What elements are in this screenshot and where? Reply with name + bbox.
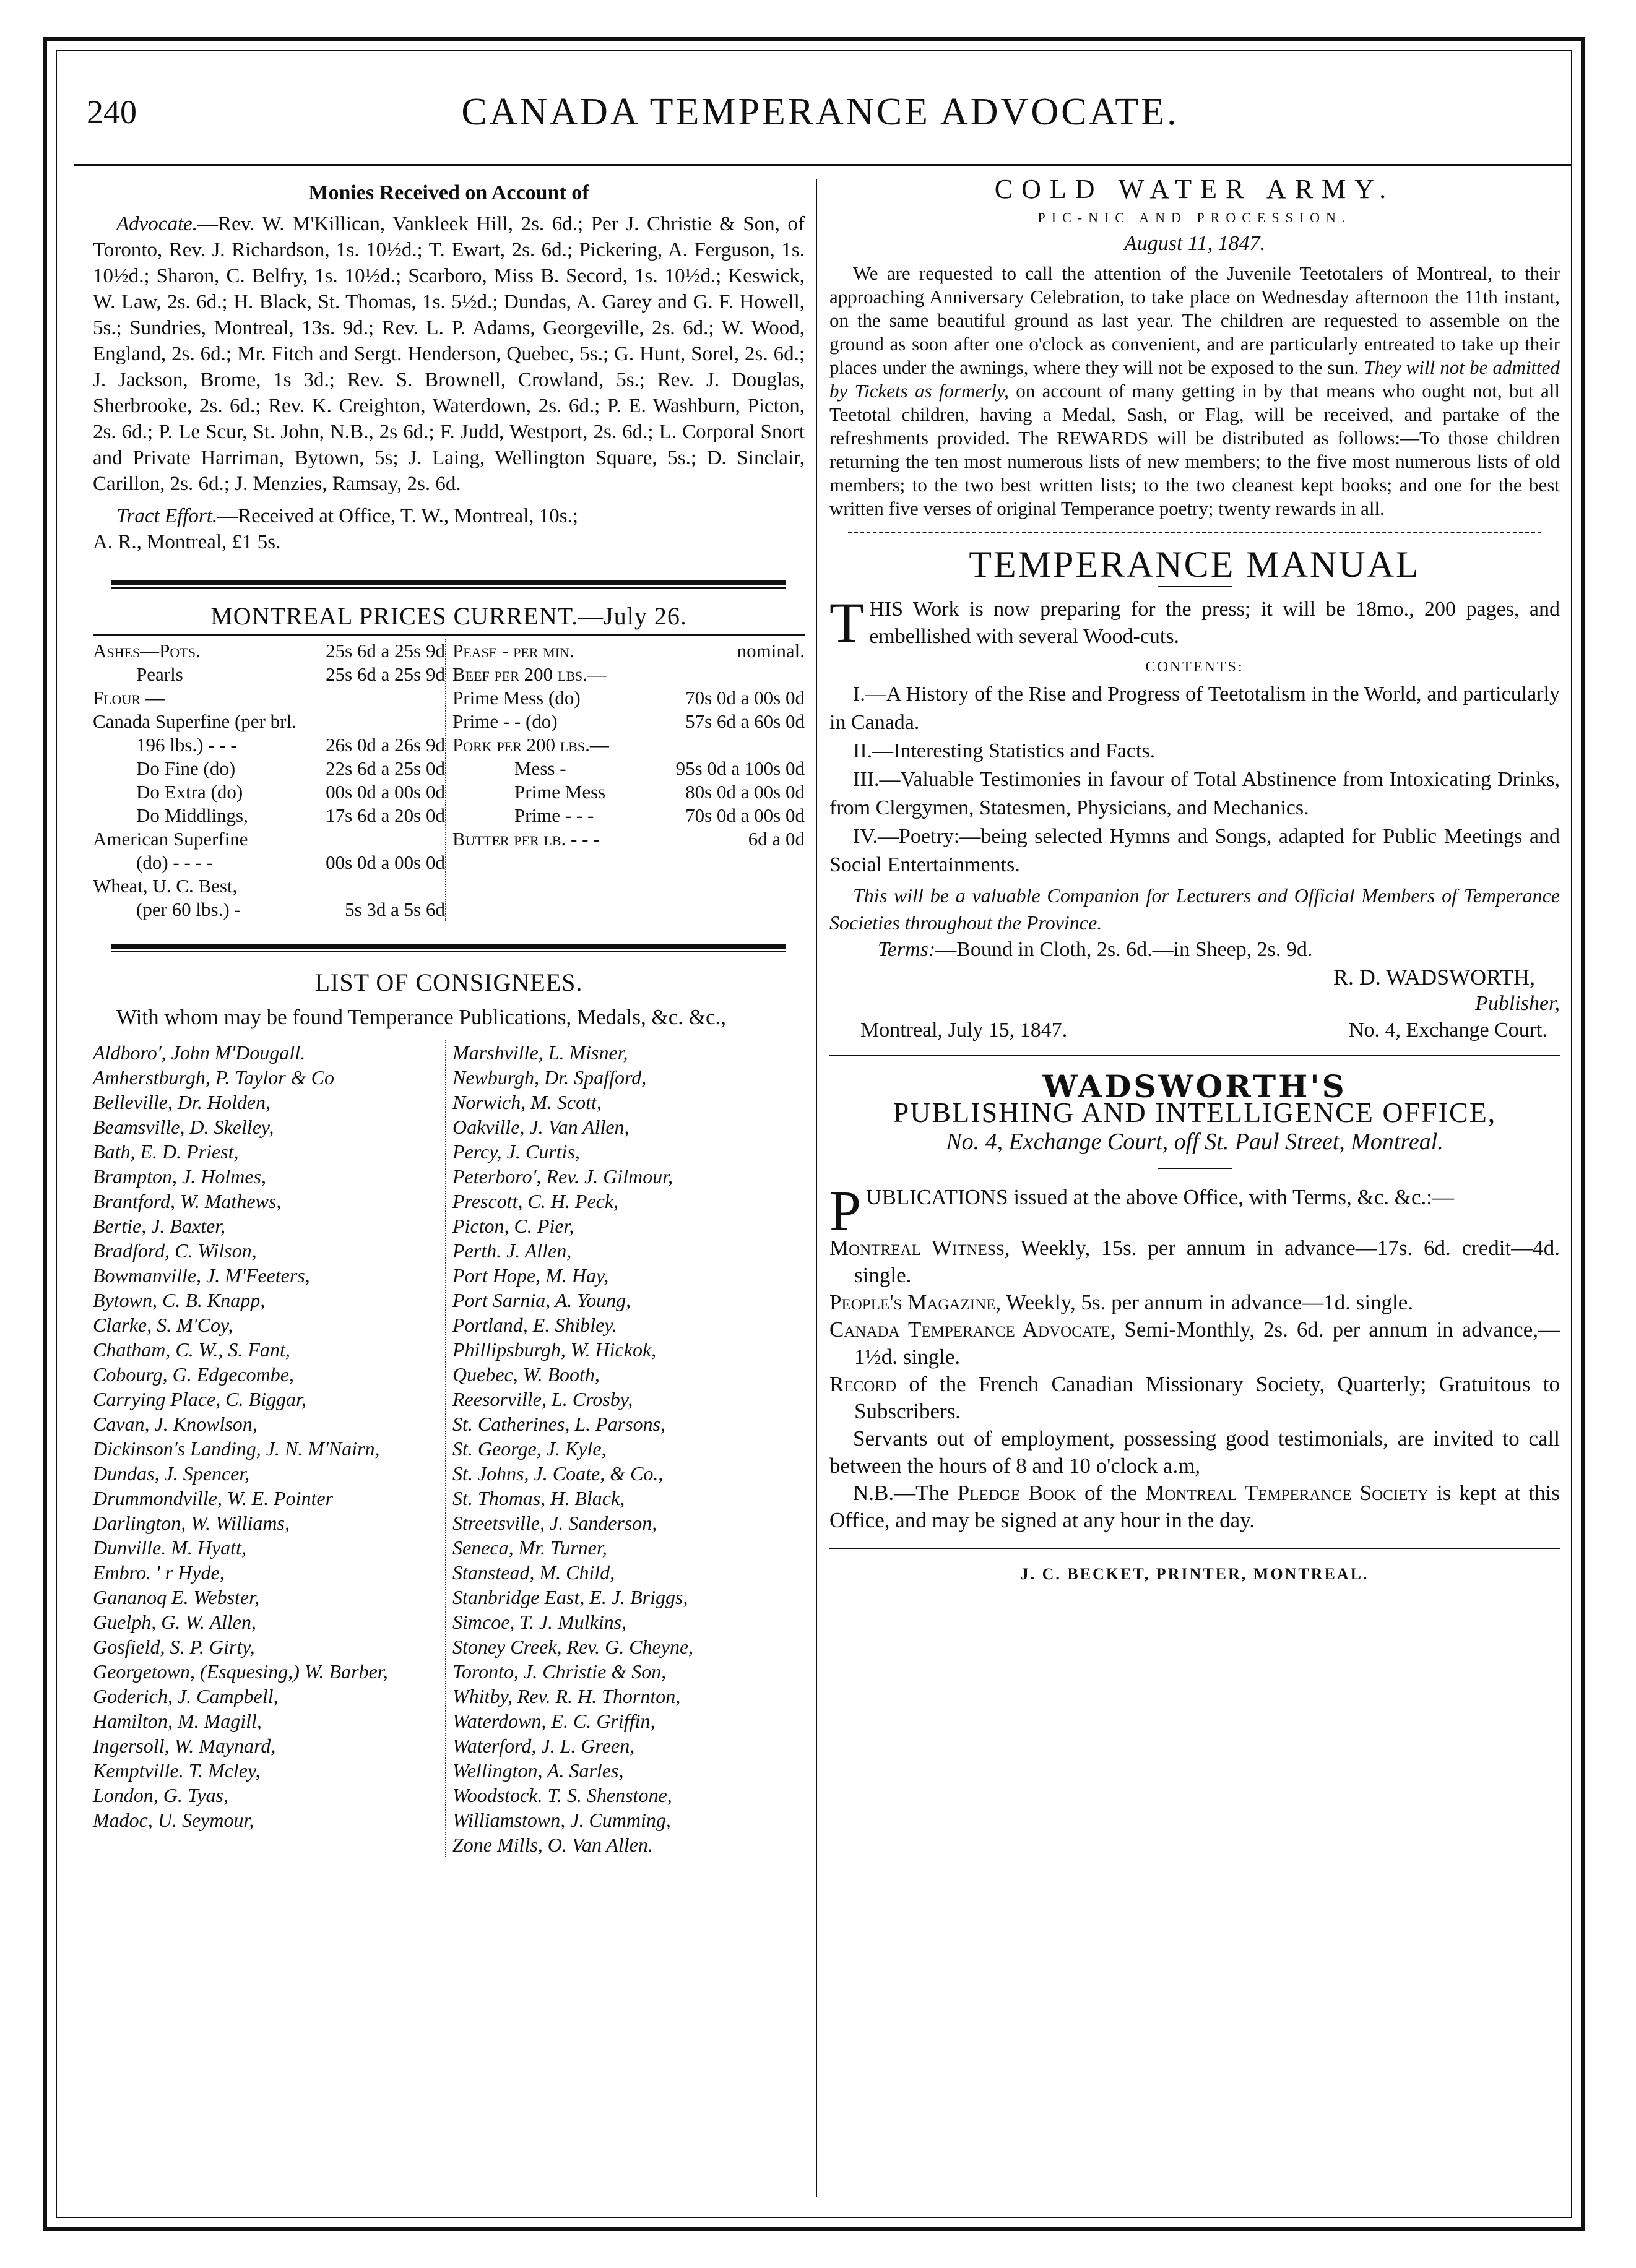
- tract-text-2: A. R., Montreal, £1 5s.: [93, 531, 281, 553]
- price-row: [452, 663, 805, 686]
- cold-water-text-b: on account of many getting in by that means who ought not, but all Teetotal children, having a Medal, Sash, or Flag, will be received, and partake of the refreshments provided. The REWARDS will be distributed as follows:—To those children returning the ten most numerous lists of new members; to the five most numerous lists of old members; to the two best written lists; to the two cleanest kept books; and one for the best written five verses of original Temperance poetry; twenty rewards in all.: [829, 380, 1560, 519]
- consignee-item: Seneca, Mr. Turner,: [452, 1537, 607, 1559]
- price-value: 70s 0d a 00s 0d: [685, 804, 805, 826]
- price-label: Do Fine (do): [136, 757, 236, 779]
- consignees-right-column: [445, 1040, 805, 1857]
- price-value: 00s 0d a 00s 0d: [326, 781, 445, 803]
- nb-pledge: Pledge Book: [957, 1481, 1076, 1505]
- price-row: [93, 898, 445, 921]
- price-label: Flour —: [93, 687, 165, 709]
- price-row: [93, 780, 445, 804]
- wadsworth-nb: [829, 1480, 1560, 1534]
- prices-left-column: [93, 639, 445, 921]
- consignee-item: Waterdown, E. C. Griffin,: [452, 1710, 656, 1732]
- consignee-item: Quebec, W. Booth,: [452, 1363, 600, 1386]
- consignee-item: St. George, J. Kyle,: [452, 1438, 607, 1460]
- price-value: 25s 6d a 25s 9d: [326, 663, 445, 685]
- publication-terms: Weekly, 15s. per annum in advance—17s. 6d. credit—4d. single.: [854, 1236, 1560, 1287]
- consignees-title: LIST OF CONSIGNEES.: [314, 968, 583, 996]
- consignee-item: Picton, C. Pier,: [452, 1215, 574, 1237]
- left-column: [93, 176, 805, 1857]
- wadsworth-dropcap: P: [829, 1179, 862, 1242]
- monies-title: Monies Received on Account of: [308, 181, 589, 204]
- tract-text: —Received at Office, T. W., Montreal, 10s.;: [217, 505, 579, 527]
- consignee-item: Percy, J. Curtis,: [452, 1140, 580, 1163]
- consignee-item: Newburgh, Dr. Spafford,: [452, 1066, 647, 1089]
- section-rule: [829, 1548, 1560, 1549]
- price-row: [452, 804, 805, 827]
- consignee-item: Darlington, W. Williams,: [93, 1512, 290, 1534]
- price-value: 80s 0d a 00s 0d: [685, 781, 805, 803]
- manual-terms-text: —Bound in Cloth, 2s. 6d.—in Sheep, 2s. 9d.: [935, 938, 1313, 961]
- consignee-item: Hamilton, M. Magill,: [93, 1710, 262, 1732]
- price-row: [93, 639, 445, 663]
- publication-terms: Semi-Monthly, 2s. 6d. per annum in advance,—1½d. single.: [854, 1317, 1560, 1369]
- price-row: [452, 733, 805, 757]
- column-divider: [816, 179, 817, 2197]
- price-row: [452, 639, 805, 663]
- manual-title: TEMPERANCE MANUAL: [969, 544, 1421, 585]
- wadsworth-servants: Servants out of employment, possessing good testimonials, are invited to call between the hours of 8 and 10 o'clock a.m,: [829, 1426, 1560, 1478]
- manual-contents-item: II.—Interesting Statistics and Facts.: [853, 739, 1156, 762]
- price-row: [93, 686, 445, 710]
- price-row: [452, 710, 805, 733]
- price-value: 57s 6d a 60s 0d: [685, 710, 805, 732]
- consignee-item: Port Sarnia, A. Young,: [452, 1289, 631, 1311]
- publication-terms: of the French Canadian Missionary Society, Quarterly; Gratuitous to Subscribers.: [854, 1372, 1560, 1423]
- price-value: 17s 6d a 20s 0d: [326, 804, 445, 826]
- consignee-item: Cobourg, G. Edgecombe,: [93, 1363, 294, 1386]
- cold-water-section: [829, 176, 1560, 520]
- consignee-item: Perth. J. Allen,: [452, 1240, 572, 1262]
- consignee-item: Chatham, C. W., S. Fant,: [93, 1339, 290, 1361]
- prices-rule: [93, 634, 805, 636]
- price-value: 00s 0d a 00s 0d: [326, 852, 445, 873]
- consignee-item: Dundas, J. Spencer,: [93, 1462, 250, 1485]
- publication-item: [829, 1371, 1560, 1425]
- price-label: Do Middlings,: [136, 804, 248, 826]
- wadsworth-section: [829, 1068, 1560, 1534]
- wadsworth-intro-text: UBLICATIONS issued at the above Office, with Terms, &c. &c.:—: [866, 1185, 1455, 1209]
- manual-place-date: Montreal, July 15, 1847.: [860, 1019, 1068, 1041]
- wadsworth-rule: [1158, 1168, 1232, 1169]
- price-row: [93, 733, 445, 757]
- nb-a: N.B.—The: [853, 1481, 950, 1505]
- price-value: 95s 0d a 100s 0d: [675, 757, 805, 779]
- consignee-item: Streetsville, J. Sanderson,: [452, 1512, 657, 1534]
- consignee-item: Oakville, J. Van Allen,: [452, 1116, 630, 1138]
- consignee-item: Bradford, C. Wilson,: [93, 1240, 257, 1262]
- consignees-list: [93, 1040, 805, 1857]
- consignee-item: Stanbridge East, E. J. Briggs,: [452, 1586, 688, 1608]
- consignee-item: Ingersoll, W. Maynard,: [93, 1735, 276, 1757]
- consignee-item: Gananoq E. Webster,: [93, 1586, 260, 1608]
- price-label: Pease - per min.: [452, 640, 574, 662]
- publications-list: [829, 1235, 1560, 1425]
- price-value: 70s 0d a 00s 0d: [685, 687, 805, 709]
- price-value: 25s 6d a 25s 9d: [326, 640, 445, 662]
- manual-section: [829, 544, 1560, 1044]
- publication-item: [829, 1235, 1560, 1289]
- consignee-item: Beamsville, D. Skelley,: [93, 1116, 274, 1138]
- consignees-section: [93, 970, 805, 1857]
- consignee-item: Madoc, U. Seymour,: [93, 1809, 254, 1831]
- section-rule: [111, 944, 786, 952]
- manual-publisher-name: R. D. WADSWORTH,: [1333, 965, 1535, 990]
- consignee-item: Kemptville. T. Mcley,: [93, 1759, 261, 1782]
- consignee-item: Peterboro', Rev. J. Gilmour,: [452, 1165, 673, 1188]
- nb-c: is kept at this Office, and may be signed at any hour in the day.: [829, 1481, 1560, 1532]
- manual-contents-item: I.—A History of the Rise and Progress of Teetotalism in the World, and particularly in Canada.: [829, 683, 1560, 734]
- price-label: 196 lbs.) - - -: [136, 734, 237, 756]
- consignee-item: Zone Mills, O. Van Allen.: [452, 1834, 653, 1856]
- monies-section: [93, 180, 805, 555]
- price-label: (per 60 lbs.) -: [136, 899, 241, 920]
- consignee-item: Stanstead, M. Child,: [452, 1561, 615, 1584]
- price-row: [93, 874, 445, 898]
- consignee-item: St. Thomas, H. Black,: [452, 1487, 625, 1509]
- publication-name: Record: [829, 1372, 897, 1396]
- cold-water-subtitle: PIC-NIC AND PROCESSION.: [1037, 210, 1352, 225]
- price-label: Ashes—Pots.: [93, 640, 201, 662]
- consignee-item: Georgetown, (Esquesing,) W. Barber,: [93, 1660, 388, 1683]
- consignees-intro: With whom may be found Temperance Publications, Medals, &c. &c.,: [116, 1005, 726, 1029]
- price-row: [452, 757, 805, 780]
- manual-contents-list: [829, 680, 1560, 879]
- price-value: nominal.: [737, 640, 805, 662]
- price-value: 22s 6d a 25s 0d: [326, 757, 445, 779]
- price-row: [93, 827, 445, 851]
- price-label: Mess -: [514, 757, 566, 779]
- consignee-item: Reesorville, L. Crosby,: [452, 1388, 633, 1410]
- publication-terms: Weekly, 5s. per annum in advance—1d. single.: [1006, 1290, 1414, 1314]
- consignee-item: Portland, E. Shibley.: [452, 1314, 617, 1336]
- nb-b: of the: [1084, 1481, 1138, 1505]
- price-value: 5s 3d a 5s 6d: [345, 899, 445, 920]
- consignee-item: Toronto, J. Christie & Son,: [452, 1660, 667, 1683]
- consignee-item: Waterford, J. L. Green,: [452, 1735, 635, 1757]
- price-row: [452, 780, 805, 804]
- prices-title: MONTREAL PRICES CURRENT.—July 26.: [210, 602, 687, 630]
- price-row: [452, 827, 805, 851]
- consignee-item: Williamstown, J. Cumming,: [452, 1809, 671, 1831]
- header-rule: [74, 164, 1572, 166]
- consignee-item: Port Hope, M. Hay,: [452, 1264, 609, 1287]
- consignee-item: Norwich, M. Scott,: [452, 1091, 602, 1113]
- consignee-item: Bowmanville, J. M'Feeters,: [93, 1264, 310, 1287]
- manual-intro-text: HIS Work is now preparing for the press; it will be 18mo., 200 pages, and embellished with several Wood-cuts.: [869, 598, 1560, 648]
- consignee-item: Wellington, A. Sarles,: [452, 1759, 624, 1782]
- price-label: Prime Mess (do): [452, 687, 581, 709]
- wadsworth-address: No. 4, Exchange Court, off St. Paul Street, Montreal.: [946, 1129, 1443, 1155]
- consignee-item: Phillipsburgh, W. Hickok,: [452, 1339, 657, 1361]
- consignee-item: Gosfield, S. P. Girty,: [93, 1636, 255, 1658]
- manual-contents-label: CONTENTS:: [1145, 659, 1244, 675]
- consignee-item: Bytown, C. B. Knapp,: [93, 1289, 266, 1311]
- consignee-item: Bath, E. D. Priest,: [93, 1140, 239, 1163]
- price-label: Canada Superfine (per brl.: [93, 710, 296, 732]
- consignee-item: Bertie, J. Baxter,: [93, 1215, 226, 1237]
- manual-contents-item: IV.—Poetry:—being selected Hymns and Songs, adapted for Public Meetings and Social Entertainments.: [829, 825, 1560, 876]
- consignee-item: Marshville, L. Misner,: [452, 1041, 628, 1064]
- price-label: Prime - - (do): [452, 710, 558, 732]
- price-label: Butter per lb. - - -: [452, 828, 600, 850]
- price-label: (do) - - - -: [136, 852, 213, 873]
- consignee-item: Stoney Creek, Rev. G. Cheyne,: [452, 1636, 694, 1658]
- price-row: [452, 686, 805, 710]
- consignee-item: Dunville. M. Hyatt,: [93, 1537, 246, 1559]
- publication-item: [829, 1316, 1560, 1371]
- manual-terms: [829, 936, 1560, 964]
- manual-intro: [829, 591, 1560, 654]
- cold-water-text-a: We are requested to call the attention of the Juvenile Teetotalers of Montreal, to their approaching Anniversary Celebration, to take place on Wednesday afternoon the 11th instant, on the same beautiful ground as last year. The children are requested to assemble on the ground as soon after one o'clock as convenient, and are particularly entreated to take up their places under the awnings, where they will not be exposed to the sun.: [829, 262, 1560, 378]
- consignee-item: St. Catherines, L. Parsons,: [452, 1413, 666, 1435]
- publication-item: [829, 1289, 1560, 1316]
- advocate-text: —Rev. W. M'Killican, Vankleek Hill, 2s. 6d.; Per J. Christie & Son, of Toronto, Rev. J. Richardson, 1s. 10½d.; T. Ewart, 2s. 6d.; Pickering, A. Ferguson, 1s. 10½d.; Sharon, C. Belfry, 1s. 10½d.; Scarboro, Miss B. Secord, 1s. 10½d.; Keswick, W. Law, 2s. 6d.; H. Black, St. Thomas, 1s. 5½d.; Dundas, A. Garey and G. F. Howell, 5s.; Sundries, Montreal, 13s. 9d.; Rev. L. P. Adams, Georgeville, 2s. 6d.; W. Wood, England, 2s. 6d.; Mr. Fitch and Sergt. Henderson, Quebec, 5s.; G. Hunt, Sorel, 2s. 6d.; J. Jackson, Brome, 1s 3d.; Rev. S. Brownell, Crowland, 5s.; Rev. J. Douglas, Sherbrooke, 2s. 6d.; Rev. K. Creighton, Waterdown, 2s. 6d.; P. E. Washburn, Picton, 2s. 6d.; P. Le Scur, St. John, N.B., 2s 6d.; F. Judd, Westport, 2s. 6d.; L. Corporal Snort and Private Harriman, Bytown, 5s; J. Laing, Wellington Square, 5s.; D. Sinclair, Carillon, 2s. 6d.; J. Menzies, Ramsay, 2s. 6d.: [93, 213, 805, 495]
- consignee-item: Whitby, Rev. R. H. Thornton,: [452, 1685, 681, 1707]
- tract-label: Tract Effort.: [116, 505, 218, 527]
- wadsworth-subtitle: PUBLISHING AND INTELLIGENCE OFFICE,: [893, 1097, 1497, 1128]
- cold-water-text: [829, 262, 1560, 520]
- manual-note: This will be a valuable Companion for Lecturers and Official Members of Temperance Societies throughout the Province.: [829, 884, 1560, 934]
- price-value: 26s 0d a 26s 9d: [326, 734, 445, 756]
- section-rule: [829, 1055, 1560, 1056]
- advocate-label: Advocate.: [116, 213, 198, 235]
- page-header: [74, 80, 1566, 161]
- consignee-item: Guelph, G. W. Allen,: [93, 1611, 256, 1633]
- consignee-item: Drummondville, W. E. Pointer: [93, 1487, 334, 1509]
- printer-imprint: J. C. BECKET, PRINTER, MONTREAL.: [1020, 1565, 1369, 1583]
- prices-section: [93, 603, 805, 921]
- publication-name: People's Magazine,: [829, 1290, 1002, 1314]
- section-rule: [111, 580, 786, 589]
- price-row: [93, 710, 445, 733]
- consignee-item: Simcoe, T. J. Mulkins,: [452, 1611, 627, 1633]
- manual-dropcap: T: [829, 591, 865, 654]
- price-row: [93, 663, 445, 686]
- price-label: Wheat, U. C. Best,: [93, 875, 238, 897]
- consignee-item: Amherstburgh, P. Taylor & Co: [93, 1066, 334, 1089]
- publication-name: Canada Temperance Advocate,: [829, 1317, 1116, 1342]
- manual-footer: [829, 1017, 1560, 1044]
- cold-water-date: August 11, 1847.: [1124, 232, 1265, 255]
- consignee-item: Cavan, J. Knowlson,: [93, 1413, 258, 1435]
- page-number: 240: [87, 93, 137, 131]
- consignee-item: Brantford, W. Mathews,: [93, 1190, 282, 1212]
- price-label: Beef per 200 lbs.—: [452, 663, 607, 685]
- price-label: Pork per 200 lbs.—: [452, 734, 609, 756]
- consignee-item: Embro. ' r Hyde,: [93, 1561, 225, 1584]
- manual-address: No. 4, Exchange Court.: [1348, 1019, 1547, 1041]
- manual-terms-label: Terms:: [878, 938, 936, 961]
- price-label: Pearls: [136, 663, 183, 685]
- cold-water-title: COLD WATER ARMY.: [994, 174, 1395, 204]
- consignee-item: Goderich, J. Campbell,: [93, 1685, 279, 1707]
- journal-title: CANADA TEMPERANCE ADVOCATE.: [461, 91, 1179, 133]
- prices-right-column: [445, 639, 805, 921]
- consignee-item: Prescott, C. H. Peck,: [452, 1190, 619, 1212]
- consignee-item: Clarke, S. M'Coy,: [93, 1314, 233, 1336]
- price-row: [93, 851, 445, 874]
- price-label: American Superfine: [93, 828, 248, 850]
- wadsworth-title: WADSWORTH'S: [1042, 1068, 1347, 1105]
- consignees-left-column: [93, 1040, 445, 1857]
- consignee-item: St. Johns, J. Coate, & Co.,: [452, 1462, 664, 1485]
- price-label: Do Extra (do): [136, 781, 243, 803]
- consignee-item: Carrying Place, C. Biggar,: [93, 1388, 306, 1410]
- publication-name: Montreal Witness,: [829, 1236, 1010, 1260]
- cold-water-text-italic: They will not be admitted by Tickets as formerly,: [829, 356, 1560, 402]
- manual-publisher-label: Publisher,: [1475, 992, 1560, 1015]
- price-value: 6d a 0d: [748, 828, 805, 850]
- monies-tract: [93, 503, 805, 555]
- right-column: [829, 176, 1560, 1587]
- consignee-item: Brampton, J. Holmes,: [93, 1165, 266, 1188]
- consignee-item: Aldboro', John M'Dougall.: [93, 1041, 306, 1064]
- price-row: [93, 804, 445, 827]
- manual-contents-item: III.—Valuable Testimonies in favour of Total Abstinence from Intoxicating Drinks, from Clergymen, Statesmen, Physicians, and Mechanics.: [829, 768, 1560, 819]
- wadsworth-intro: [829, 1179, 1560, 1242]
- nb-society: Montreal Temperance Society: [1145, 1481, 1429, 1505]
- price-label: Prime Mess: [514, 781, 606, 803]
- manual-rule: [1158, 586, 1232, 587]
- consignee-item: London, G. Tyas,: [93, 1784, 228, 1806]
- consignee-item: Dickinson's Landing, J. N. M'Nairn,: [93, 1438, 380, 1460]
- consignee-item: Belleville, Dr. Holden,: [93, 1091, 271, 1113]
- consignee-item: Woodstock. T. S. Shenstone,: [452, 1784, 672, 1806]
- monies-advocate: [93, 211, 805, 497]
- price-label: Prime - - -: [514, 804, 594, 826]
- prices-table: [93, 639, 805, 921]
- price-row: [93, 757, 445, 780]
- section-rule: [848, 532, 1541, 533]
